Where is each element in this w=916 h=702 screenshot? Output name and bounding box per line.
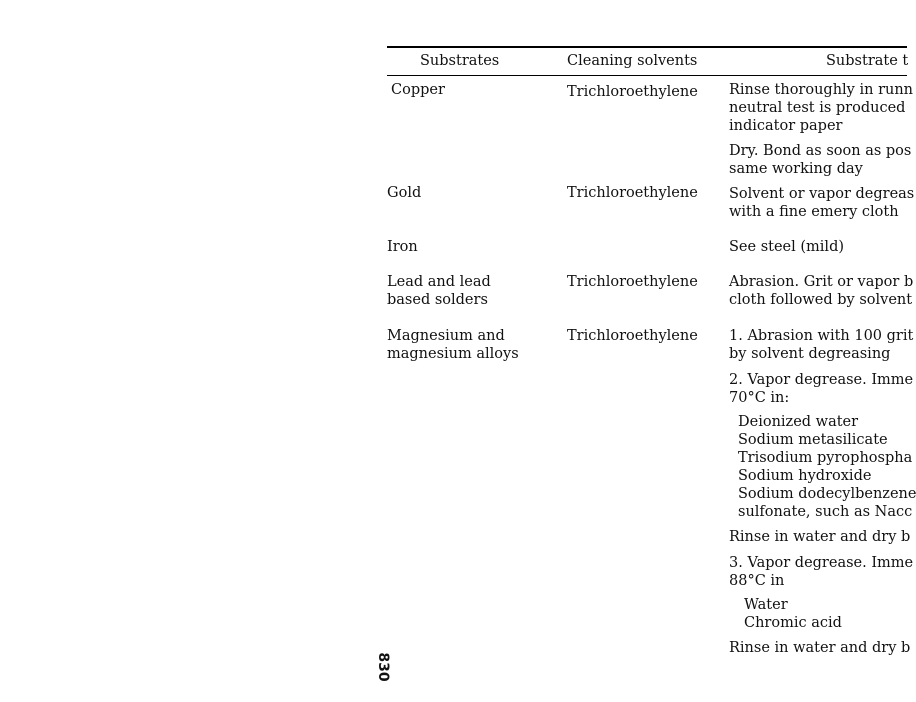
cell-substrate-iron: Iron: [387, 239, 418, 255]
cell-treatment-gold-line2: with a fine emery cloth: [729, 204, 899, 220]
cell-treatment-copper-line2: neutral test is produced: [729, 100, 906, 116]
cell-magnesium-step2-component: Sodium hydroxide: [738, 468, 872, 484]
cell-magnesium-step2-component: Sodium metasilicate: [738, 432, 888, 448]
cell-magnesium-step2-component: Sodium dodecylbenzene: [738, 486, 916, 502]
cell-substrate-magnesium-line1: Magnesium and: [387, 328, 505, 344]
table-top-rule: [387, 46, 907, 48]
cell-magnesium-step2-component: Trisodium pyrophospha: [738, 450, 913, 466]
cell-solvent-gold: Trichloroethylene: [567, 185, 698, 201]
page-number: 830: [375, 652, 391, 682]
cell-magnesium-step2-component: Deionized water: [738, 414, 859, 430]
cell-treatment-copper-line3: indicator paper: [729, 118, 843, 134]
cell-magnesium-step2-component: sulfonate, such as Nacc: [738, 504, 913, 520]
cell-magnesium-step3-line1: 3. Vapor degrease. Imme: [729, 555, 914, 571]
header-substrates: Substrates: [420, 53, 500, 69]
cell-treatment-gold-line1: Solvent or vapor degreas: [729, 186, 915, 202]
cell-solvent-lead: Trichloroethylene: [567, 274, 698, 290]
cell-magnesium-step2-line2: 70°C in:: [729, 390, 790, 406]
cell-magnesium-step3-line2: 88°C in: [729, 573, 785, 589]
cell-treatment-copper-line1: Rinse thoroughly in runn: [729, 82, 914, 98]
header-substrate-treatment: Substrate t: [826, 53, 909, 69]
cell-magnesium-step2-rinse: Rinse in water and dry b: [729, 529, 911, 545]
cell-magnesium-step1-line2: by solvent degreasing: [729, 346, 891, 362]
cell-treatment-copper-b-line1: Dry. Bond as soon as pos: [729, 143, 912, 159]
cell-substrate-copper: Copper: [391, 82, 445, 98]
cell-solvent-copper: Trichloroethylene: [567, 84, 698, 100]
cell-substrate-magnesium-line2: magnesium alloys: [387, 346, 519, 362]
cell-magnesium-step3-rinse: Rinse in water and dry b: [729, 640, 911, 656]
cell-treatment-lead-line1: Abrasion. Grit or vapor b: [729, 274, 914, 290]
cell-magnesium-step3-component: Chromic acid: [744, 615, 842, 631]
cell-treatment-iron: See steel (mild): [729, 239, 845, 255]
cell-substrate-lead-line2: based solders: [387, 292, 488, 308]
cell-substrate-gold: Gold: [387, 185, 422, 201]
header-cleaning-solvents: Cleaning solvents: [567, 53, 698, 69]
cell-substrate-lead-line1: Lead and lead: [387, 274, 491, 290]
cell-magnesium-step2-line1: 2. Vapor degrease. Imme: [729, 372, 914, 388]
cell-treatment-lead-line2: cloth followed by solvent: [729, 292, 913, 308]
cell-treatment-copper-b-line2: same working day: [729, 161, 863, 177]
cell-solvent-magnesium: Trichloroethylene: [567, 328, 698, 344]
cell-magnesium-step3-component: Water: [744, 597, 788, 613]
table-header-rule: [387, 75, 907, 76]
cell-magnesium-step1-line1: 1. Abrasion with 100 grit: [729, 328, 914, 344]
